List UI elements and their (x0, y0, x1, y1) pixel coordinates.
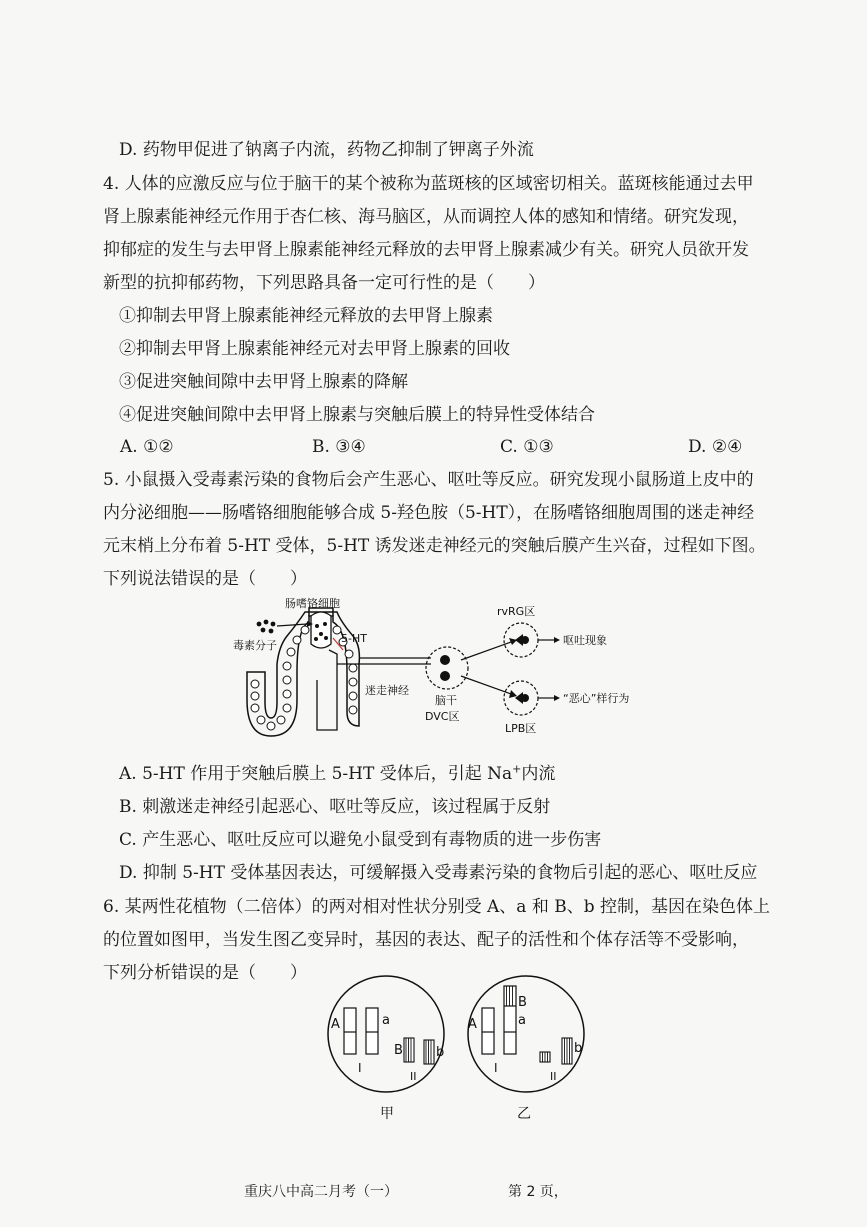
gene-b: b (574, 1041, 583, 1056)
gene-B: B (518, 995, 527, 1010)
gene-A: A (468, 1017, 477, 1032)
chromosome-label-II: II (550, 1070, 557, 1083)
label-rvrg: rvRG区 (497, 605, 536, 618)
q4-option-c: C. ①③ (500, 437, 554, 457)
label-nausea-behavior: “恶心”样行为 (563, 692, 630, 705)
q5-option-d: D. 抑制 5-HT 受体基因表达，可缓解摄入受毒素污染的食物后引起的恶心、呕吐反应 (119, 863, 758, 883)
footer-page-number: 第 2 页， (508, 1184, 568, 1200)
q5-option-c: C. 产生恶心、呕吐反应可以避免小鼠受到有毒物质的进一步伤害 (119, 830, 602, 850)
gene-b: b (436, 1045, 445, 1060)
q4-item-1: ①抑制去甲肾上腺素能神经元释放的去甲肾上腺素 (119, 306, 493, 326)
label-toxin-molecule: 毒素分子 (233, 639, 277, 652)
gene-a: a (382, 1013, 390, 1028)
label-vagus-nerve: 迷走神经 (365, 684, 409, 697)
q6-chromosome-diagram (318, 974, 598, 1124)
chromosome-label-I: I (358, 1061, 362, 1075)
q4-stem-line: 肾上腺素能神经元作用于杏仁核、海马脑区，从而调控人体的感知和情绪。研究发现， (103, 207, 749, 227)
q4-stem-line: 4. 人体的应激反应与位于脑干的某个被称为蓝斑核的区域密切相关。蓝斑核能通过去甲 (103, 174, 754, 194)
q4-option-b: B. ③④ (312, 437, 366, 457)
q5-stem-line: 下列说法错误的是（ ） (103, 569, 307, 589)
q4-item-2: ②抑制去甲肾上腺素能神经元对去甲肾上腺素的回收 (119, 339, 510, 359)
gene-A: A (331, 1017, 340, 1032)
enterochromaffin-cell (311, 612, 331, 648)
q5-stem-line: 元末梢上分布着 5-HT 受体，5-HT 诱发迷走神经元的突触后膜产生兴奋，过程如下图。 (103, 536, 766, 556)
label-lpb: LPB区 (505, 722, 537, 735)
cell-jia (328, 976, 444, 1122)
q6-stem-line: 的位置如图甲，当发生图乙变异时，基因的表达、配子的活性和个体存活等不受影响， (103, 930, 749, 950)
label-brainstem: 脑干 (435, 694, 457, 707)
q4-item-3: ③促进突触间隙中去甲肾上腺素的降解 (119, 372, 408, 392)
lpb-region (504, 681, 538, 715)
gene-B: B (394, 1043, 403, 1058)
dvc-region (426, 647, 468, 689)
rvrg-region (504, 623, 538, 657)
q5-option-a: A. 5-HT 作用于突触后膜上 5-HT 受体后，引起 Na+内流 (119, 762, 556, 784)
q5-vagus-pathway-diagram (225, 594, 650, 744)
cell-yi (468, 976, 584, 1122)
caption-jia: 甲 (380, 1106, 394, 1122)
label-dvc: DVC区 (425, 710, 460, 723)
q6-stem-line: 下列分析错误的是（ ） (103, 963, 307, 983)
q4-option-a: A. ①② (120, 437, 174, 457)
label-enterochromaffin-cell: 肠嗜铬细胞 (285, 597, 340, 610)
q4-item-4: ④促进突触间隙中去甲肾上腺素与突触后膜上的特异性受体结合 (119, 405, 595, 425)
caption-yi: 乙 (517, 1106, 531, 1122)
q6-stem-line: 6. 某两性花植物（二倍体）的两对相对性状分别受 A、a 和 B、b 控制，基因在染色体上 (103, 897, 771, 917)
q4-option-d: D. ②④ (688, 437, 743, 457)
chromosome-label-I: I (494, 1061, 498, 1075)
label-vomiting: 呕吐现象 (563, 634, 607, 647)
footer-exam-title: 重庆八中高二月考（一） (244, 1184, 398, 1200)
q4-stem-line: 新型的抗抑郁药物，下列思路具备一定可行性的是（ ） (103, 273, 545, 293)
label-5ht: 5-HT (341, 632, 367, 645)
chromosome-label-II: II (410, 1070, 417, 1083)
q4-stem-line: 抑郁症的发生与去甲肾上腺素能神经元释放的去甲肾上腺素减少有关。研究人员欲开发 (103, 240, 749, 260)
toxin-molecules (257, 620, 276, 634)
prev-option-d: D. 药物甲促进了钠离子内流，药物乙抑制了钾离子外流 (119, 140, 534, 160)
gene-a: a (518, 1013, 526, 1028)
q5-option-b: B. 刺激迷走神经引起恶心、呕吐等反应，该过程属于反射 (119, 797, 551, 817)
q5-stem-line: 5. 小鼠摄入受毒素污染的食物后会产生恶心、呕吐等反应。研究发现小鼠肠道上皮中的 (103, 470, 754, 490)
q5-stem-line: 内分泌细胞——肠嗜铬细胞能够合成 5-羟色胺（5-HT），在肠嗜铬细胞周围的迷走神经 (103, 503, 755, 523)
